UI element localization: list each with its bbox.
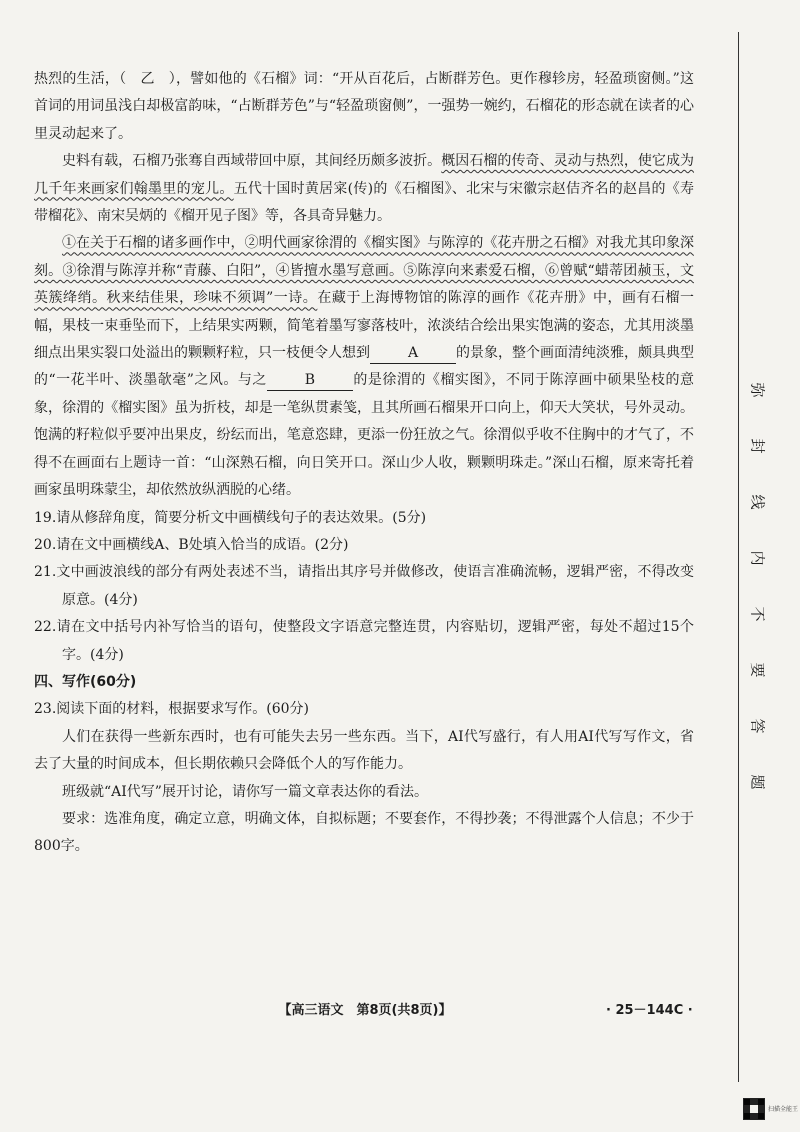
seal-char: 不	[748, 606, 767, 622]
writing-requirements: 要求：选准角度，确定立意，明确文体，自拟标题；不要套作，不得抄袭；不得泄露个人信息；不少于800字。	[34, 810, 694, 855]
footer-page-info: 【高三语文 第8页(共8页)】	[278, 1003, 452, 1018]
question-22: 22.请在文中括号内补写恰当的语句，使整段文字语意完整连贯，内容贴切，逻辑严密，每处不超过15个字。(4分)	[34, 619, 694, 663]
qr-code-icon	[743, 1098, 765, 1120]
passage-p3-a: 在藏于上海博物馆的陈淳的画作《花卉册》中，画有石榴一幅，果枝一束垂坠而下，上结果实两颗，简笔着墨写寥落枝叶，浓淡结合绘出果实饱满的姿态，尤其用淡墨细点出果实裂口处溢出的颗颗籽粒，只一枝便令人想到	[34, 290, 695, 362]
blank-a: A	[370, 343, 456, 364]
section-heading-writing: 四、写作(60分)	[34, 673, 137, 690]
passage-paragraph-1: 热烈的生活，（ 乙 ），譬如他的《石榴》词：“开从百花后，占断群芳色。更作穆轸房，轻盈琐窗侧。”这首词的用词虽浅白却极富韵味，“占断群芳色”与“轻盈琐窗侧”，一强势一婉约，石榴花的形态就在读者的心里灵动起来了。	[34, 71, 694, 142]
writing-material-1: 人们在获得一些新东西时，也有可能失去另一些东西。当下，AI代写盛行，有人用AI代写写作文，省去了大量的时间成本，但长期依赖只会降低个人的写作能力。	[34, 728, 694, 773]
passage-paragraph-3	[34, 230, 694, 504]
page-footer	[0, 1000, 738, 1022]
passage-p2-start: 史料有载，石榴乃张骞自西域带回中原，其间经历颇多波折。	[62, 153, 442, 170]
seal-char: 要	[748, 662, 767, 678]
passage-p3-b: 的景象，整个画面清纯淡雅，颇具典型的“一花半叶、淡墨欹毫”之风。与之	[34, 345, 694, 389]
seal-line-text	[739, 382, 777, 830]
scanner-watermark: 扫描全能王	[768, 1106, 799, 1113]
seal-line	[738, 32, 777, 1082]
footer-exam-code: · 25－144C ·	[606, 1003, 693, 1018]
wavy-underlined-sentence: 概因石榴的传奇、灵动与热烈，使它成为几千年来画家们翰墨里的宠儿。	[34, 153, 695, 197]
question-23: 23.阅读下面的材料，根据要求写作。(60分)	[34, 701, 310, 718]
page-content	[34, 66, 694, 861]
question-20: 20.请在文中画横线A、B处填入恰当的成语。(2分)	[34, 536, 349, 553]
seal-char: 封	[748, 438, 767, 454]
seal-char: 线	[748, 494, 767, 510]
seal-char: 内	[748, 550, 767, 566]
passage-paragraph-2	[34, 148, 694, 230]
seal-char: 弥	[748, 382, 767, 398]
seal-char: 答	[748, 718, 767, 734]
wavy-underlined-numbered-sentences: ①在关于石榴的诸多画作中，②明代画家徐渭的《榴实图》与陈淳的《花卉册之石榴》对我尤其印象深刻。③徐渭与陈淳并称“青藤、白阳”，④皆擅水墨写意画。⑤陈淳向来素爱石榴，⑥曾赋“蜡蒂团赪玉，文英簇绛绡。秋来结佳果，珍味不须调”一诗。	[34, 235, 694, 307]
passage-p3-c: 的是徐渭的《榴实图》，不同于陈淳画中硕果坠枝的意象，徐渭的《榴实图》虽为折枝，却是一笔纵贯素笺，且其所画石榴果开口向上，仰天大笑状，号外灵动。饱满的籽粒似乎要冲出果皮，纷纭而出，笔意恣肆，更添一份狂放之气。徐渭似乎收不住胸中的才气了，不得不在画面右上题诗一首：“山深熟石榴，向日笑开口。深山少人收，颗颗明珠走。”深山石榴，原来寄托着画家虽明珠蒙尘，却依然放纵洒脱的心绪。	[34, 372, 694, 499]
seal-char: 题	[748, 774, 767, 790]
question-21: 21.文中画波浪线的部分有两处表述不当，请指出其序号并做修改，使语言准确流畅，逻辑严密，不得改变原意。(4分)	[34, 564, 694, 608]
writing-material-2: 班级就“AI代写”展开讨论，请你写一篇文章表达你的看法。	[62, 783, 428, 800]
question-19: 19.请从修辞角度，简要分析文中画横线句子的表达效果。(5分)	[34, 509, 427, 526]
passage-p2-end: 五代十国时黄居寀(传)的《石榴图》、北宋与宋徽宗赵佶齐名的赵昌的《寿带榴花》、南宋吴炳的《榴开见子图》等，各具奇异魅力。	[34, 180, 695, 225]
blank-b: B	[267, 370, 353, 391]
